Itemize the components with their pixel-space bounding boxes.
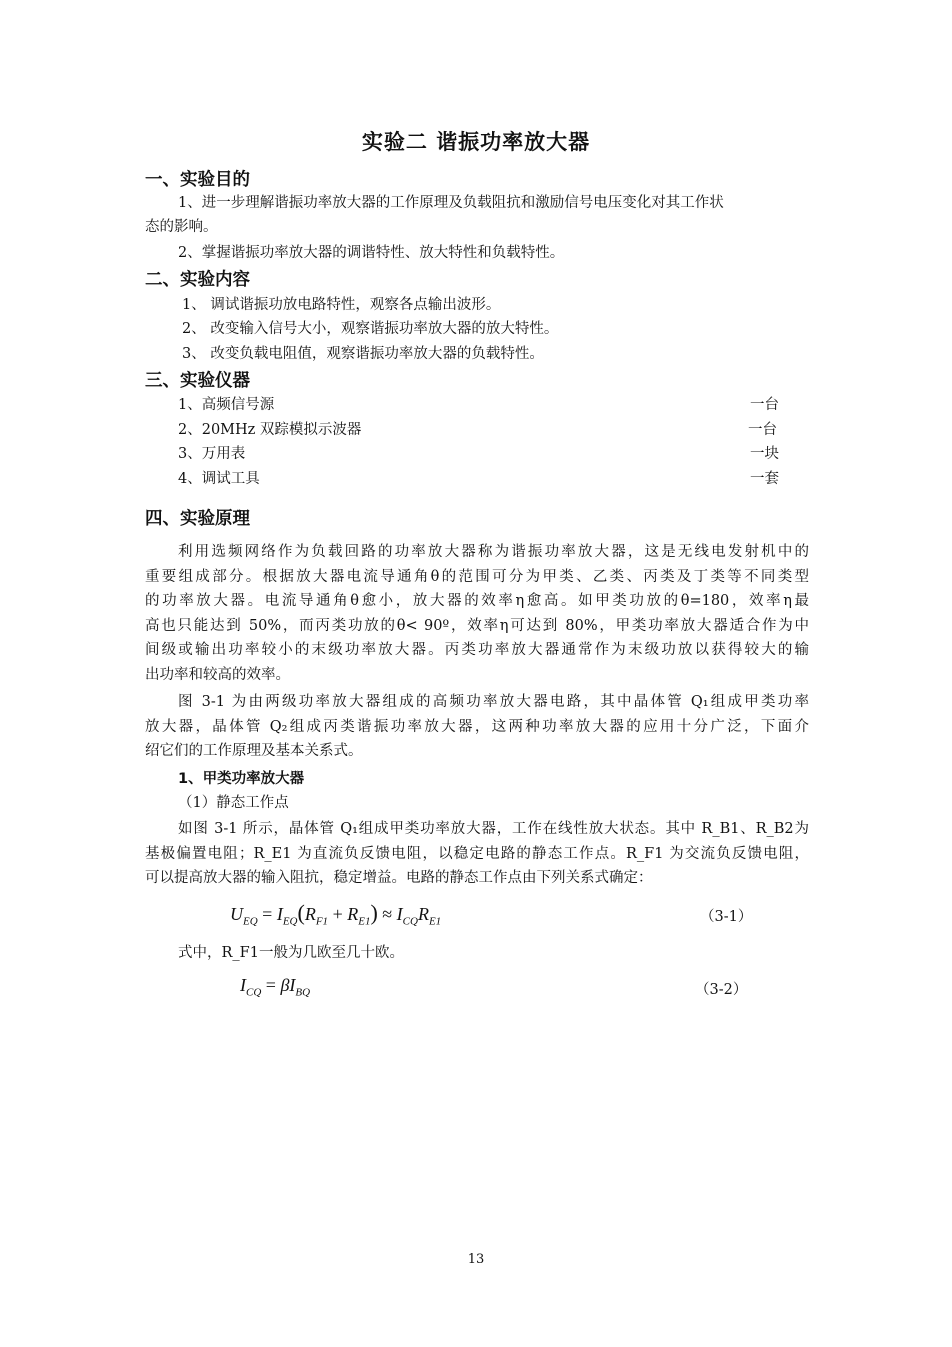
paragraph-line: 的功率放大器。电流导通角θ愈小，放大器的效率η愈高。如甲类功放的θ=180，效率η最 — [145, 593, 809, 610]
subsection-static-point: （1）静态工作点 — [178, 795, 289, 811]
content-item-3: 3、 改变负载电阻值，观察谐振功率放大器的负载特性。 — [182, 346, 544, 362]
page-number: 13 — [467, 1252, 485, 1267]
paragraph-line: 绍它们的工作原理及基本关系式。 — [145, 743, 363, 760]
instrument-name: 3、万用表 — [178, 446, 246, 462]
paragraph-line: 出功率和较高的效率。 — [145, 666, 290, 683]
purpose-item-2: 2、掌握谐振功率放大器的调谐特性、放大特性和负载特性。 — [178, 245, 565, 261]
equation-3-2: $I_{CQ} = \beta I_{BQ}$ — [240, 975, 311, 999]
section-heading-purpose: 一、实验目的 — [145, 170, 250, 190]
instrument-name: 2、20MHz 双踪模拟示波器 — [178, 422, 362, 438]
paragraph-line: 图 3-1 为由两级功率放大器组成的高频功率放大器电路，其中晶体管 Q₁组成甲类功率 — [178, 694, 809, 710]
section-heading-principle: 四、实验原理 — [145, 509, 250, 529]
paragraph-line: 放大器，晶体管 Q₂组成丙类谐振功率放大器，这两种功率放大器的应用十分广泛，下面介 — [145, 718, 809, 735]
principle-paragraph-1 — [145, 540, 809, 688]
purpose-item-1-line-1: 1、进一步理解谐振功率放大器的工作原理及负载阻抗和激励信号电压变化对其工作状 — [178, 195, 724, 211]
principle-paragraph-3 — [145, 817, 809, 891]
paragraph-line: 高也只能达到 50%，而丙类功放的θ< 90º，效率η可达到 80%，甲类功率放大器适合作为中 — [145, 617, 809, 634]
section-heading-instruments: 三、实验仪器 — [145, 371, 250, 391]
equation-number: （3-1） — [700, 909, 753, 925]
equation-number: （3-2） — [695, 982, 748, 998]
paragraph-line: 间级或输出功率较小的末级功率放大器。丙类功率放大器通常作为末级功放以获得较大的输 — [145, 642, 809, 659]
instrument-name: 4、调试工具 — [178, 471, 260, 487]
content-item-1: 1、 调试谐振功放电路特性，观察各点输出波形。 — [182, 297, 501, 313]
subsection-heading-class-a: 1、甲类功率放大器 — [178, 771, 305, 787]
paragraph-line: 基极偏置电阻；R_E1 为直流负反馈电阻，以稳定电路的静态工作点。R_F1 为交流负反馈电阻， — [145, 845, 809, 862]
content-item-2: 2、 改变输入信号大小，观察谐振功率放大器的放大特性。 — [182, 321, 559, 337]
where-text: 式中，R_F1一般为几欧至几十欧。 — [178, 945, 404, 961]
instrument-qty: 一块 — [750, 446, 779, 462]
paragraph-line: 如图 3-1 所示，晶体管 Q₁组成甲类功率放大器，工作在线性放大状态。其中 R_B1、R_B2为 — [178, 821, 809, 837]
principle-paragraph-2 — [145, 690, 809, 764]
instrument-qty: 一台 — [748, 422, 777, 438]
instrument-name: 1、高频信号源 — [178, 397, 275, 413]
page-title: 实验二 谐振功率放大器 — [361, 130, 591, 154]
equation-3-1: $U_{EQ} = I_{EQ}(R_{F1} + R_{E1}) \approx I_{CQ}R_{E1}$ — [230, 900, 442, 928]
paragraph-line: 重要组成部分。根据放大器电流导通角θ的范围可分为甲类、乙类、丙类及丁类等不同类型 — [145, 568, 809, 585]
purpose-item-1-line-2: 态的影响。 — [145, 219, 218, 235]
section-heading-content: 二、实验内容 — [145, 270, 250, 290]
paragraph-line: 利用选频网络作为负载回路的功率放大器称为谐振功率放大器，这是无线电发射机中的 — [178, 544, 809, 560]
instrument-qty: 一套 — [750, 471, 779, 487]
instrument-qty: 一台 — [750, 397, 779, 413]
paragraph-line: 可以提高放大器的输入阻抗，稳定增益。电路的静态工作点由下列关系式确定： — [145, 870, 653, 887]
